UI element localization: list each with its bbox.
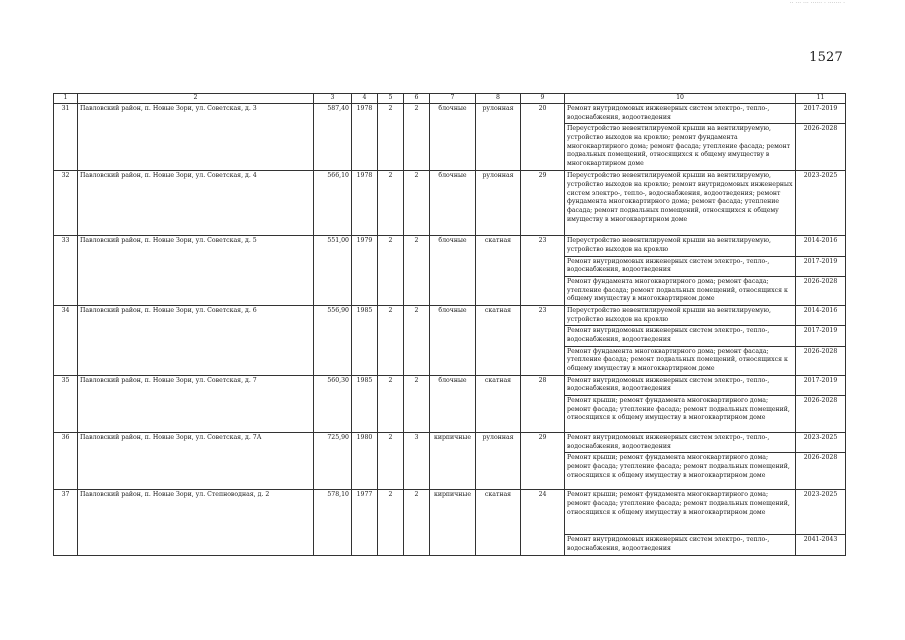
column-number: 2 xyxy=(78,94,314,104)
roof-type-cell: рулонная xyxy=(476,171,521,236)
entrances-cell: 2 xyxy=(404,104,430,171)
column-number: 5 xyxy=(378,94,404,104)
work-description: Переустройство невентилируемой крыши на вентилируемую, устройство выходов на кровлю; ремонт внутридомовых инженерных систем электро-, тепло-, водоснабжения, водоотведения; ремонт фундамента многоквартирного дома; ремонт фасада; утепление фасада; ремонт подвальных помещений, относящихся к общему имуществу в многоквартирном доме xyxy=(565,171,796,236)
work-period: 2026-2028 xyxy=(796,396,846,433)
wear-cell: 20 xyxy=(521,104,565,171)
floors-cell: 2 xyxy=(378,104,404,171)
entrances-cell: 2 xyxy=(404,236,430,306)
wear-cell: 29 xyxy=(521,433,565,490)
floors-cell: 2 xyxy=(378,433,404,490)
column-number: 8 xyxy=(476,94,521,104)
year-cell: 1978 xyxy=(352,104,378,171)
area-cell: 556,90 xyxy=(314,306,352,376)
address-cell: Павловский район, п. Новые Зори, ул. Советская, д. 7А xyxy=(78,433,314,490)
work-period: 2026-2028 xyxy=(796,453,846,490)
entrances-cell: 2 xyxy=(404,306,430,376)
year-cell: 1979 xyxy=(352,236,378,306)
column-number: 4 xyxy=(352,94,378,104)
table-row xyxy=(54,433,846,453)
area-cell: 551,00 xyxy=(314,236,352,306)
table-row xyxy=(54,236,846,256)
address-cell: Павловский район, п. Новые Зори, ул. Советская, д. 6 xyxy=(78,306,314,376)
work-period: 2023-2025 xyxy=(796,171,846,236)
wear-cell: 23 xyxy=(521,306,565,376)
floors-cell: 2 xyxy=(378,171,404,236)
roof-type-cell: скатная xyxy=(476,375,521,432)
year-cell: 1980 xyxy=(352,433,378,490)
wall-material-cell: блочные xyxy=(430,104,476,171)
work-description: Ремонт внутридомовых инженерных систем электро-, тепло-, водоснабжения, водоотведения xyxy=(565,433,796,453)
roof-type-cell: рулонная xyxy=(476,104,521,171)
table-row xyxy=(54,104,846,124)
area-cell: 725,90 xyxy=(314,433,352,490)
work-period: 2017-2019 xyxy=(796,104,846,124)
work-period: 2023-2025 xyxy=(796,433,846,453)
work-description: Ремонт фундамента многоквартирного дома; ремонт фасада; утепление фасада; ремонт подвальных помещений, относящихся к общему имуществу в многоквартирном доме xyxy=(565,346,796,375)
wall-material-cell: блочные xyxy=(430,375,476,432)
roof-type-cell: скатная xyxy=(476,490,521,555)
row-number: 32 xyxy=(54,171,78,236)
roof-type-cell: рулонная xyxy=(476,433,521,490)
work-description: Ремонт внутридомовых инженерных систем электро-, тепло-, водоснабжения, водоотведения xyxy=(565,326,796,346)
table-row xyxy=(54,171,846,236)
work-description: Ремонт внутридомовых инженерных систем электро-, тепло-, водоснабжения, водоотведения xyxy=(565,375,796,395)
work-period: 2026-2028 xyxy=(796,346,846,375)
address-cell: Павловский район, п. Новые Зори, ул. Советская, д. 7 xyxy=(78,375,314,432)
table-row xyxy=(54,490,846,535)
year-cell: 1985 xyxy=(352,306,378,376)
entrances-cell: 2 xyxy=(404,171,430,236)
work-description: Ремонт крыши; ремонт фундамента многоквартирного дома; ремонт фасада; утепление фасада; ремонт подвальных помещений, относящихся к общему имуществу в многоквартирном доме xyxy=(565,453,796,490)
column-number: 7 xyxy=(430,94,476,104)
page-number: 1527 xyxy=(809,50,843,65)
table-row xyxy=(54,375,846,395)
address-cell: Павловский район, п. Новые Зори, ул. Советская, д. 3 xyxy=(78,104,314,171)
wear-cell: 23 xyxy=(521,236,565,306)
work-description: Ремонт крыши; ремонт фундамента многоквартирного дома; ремонт фасада; утепление фасада; ремонт подвальных помещений, относящихся к общему имуществу в многоквартирном доме xyxy=(565,490,796,535)
work-description: Переустройство невентилируемой крыши на вентилируемую, устройство выходов на кровлю xyxy=(565,236,796,256)
wall-material-cell: блочные xyxy=(430,171,476,236)
area-cell: 560,30 xyxy=(314,375,352,432)
column-number: 3 xyxy=(314,94,352,104)
year-cell: 1985 xyxy=(352,375,378,432)
roof-type-cell: скатная xyxy=(476,306,521,376)
work-description: Ремонт крыши; ремонт фундамента многоквартирного дома; ремонт фасада; утепление фасада; ремонт подвальных помещений, относящихся к общему имуществу в многоквартирном доме xyxy=(565,396,796,433)
work-description: Переустройство невентилируемой крыши на вентилируемую, устройство выходов на кровлю; ремонт фундамента многоквартирного дома; ремонт фасада; утепление фасада; ремонт подвальных помещений, относящихся к общему имуществу в многоквартирном доме xyxy=(565,124,796,171)
column-number: 1 xyxy=(54,94,78,104)
address-cell: Павловский район, п. Новые Зори, ул. Советская, д. 5 xyxy=(78,236,314,306)
wear-cell: 24 xyxy=(521,490,565,555)
work-period: 2026-2028 xyxy=(796,124,846,171)
work-period: 2026-2028 xyxy=(796,277,846,306)
floors-cell: 2 xyxy=(378,306,404,376)
work-description: Ремонт внутридомовых инженерных систем электро-, тепло-, водоснабжения, водоотведения xyxy=(565,256,796,276)
roof-type-cell: скатная xyxy=(476,236,521,306)
column-number: 11 xyxy=(796,94,846,104)
work-period: 2017-2019 xyxy=(796,375,846,395)
work-description: Ремонт внутридомовых инженерных систем электро-, тепло-, водоснабжения, водоотведения xyxy=(565,535,796,555)
year-cell: 1978 xyxy=(352,171,378,236)
housing-repair-table xyxy=(53,93,846,556)
scan-header-marks: ·· ··· ··· ······ · ······· · xyxy=(789,0,845,7)
wall-material-cell: кирпичные xyxy=(430,490,476,555)
work-period: 2014-2016 xyxy=(796,236,846,256)
wall-material-cell: блочные xyxy=(430,236,476,306)
entrances-cell: 3 xyxy=(404,433,430,490)
wear-cell: 29 xyxy=(521,171,565,236)
row-number: 33 xyxy=(54,236,78,306)
floors-cell: 2 xyxy=(378,236,404,306)
work-description: Ремонт фундамента многоквартирного дома; ремонт фасада; утепление фасада; ремонт подвальных помещений, относящихся к общему имуществу в многоквартирном доме xyxy=(565,277,796,306)
floors-cell: 2 xyxy=(378,375,404,432)
area-cell: 587,40 xyxy=(314,104,352,171)
row-number: 37 xyxy=(54,490,78,555)
row-number: 35 xyxy=(54,375,78,432)
column-number: 10 xyxy=(565,94,796,104)
work-period: 2017-2019 xyxy=(796,326,846,346)
work-description: Переустройство невентилируемой крыши на вентилируемую, устройство выходов на кровлю xyxy=(565,306,796,326)
address-cell: Павловский район, п. Новые Зори, ул. Степноводная, д. 2 xyxy=(78,490,314,555)
row-number: 36 xyxy=(54,433,78,490)
row-number: 31 xyxy=(54,104,78,171)
entrances-cell: 2 xyxy=(404,490,430,555)
wall-material-cell: кирпичные xyxy=(430,433,476,490)
entrances-cell: 2 xyxy=(404,375,430,432)
year-cell: 1977 xyxy=(352,490,378,555)
column-number: 9 xyxy=(521,94,565,104)
column-number: 6 xyxy=(404,94,430,104)
area-cell: 578,10 xyxy=(314,490,352,555)
wear-cell: 28 xyxy=(521,375,565,432)
work-period: 2017-2019 xyxy=(796,256,846,276)
floors-cell: 2 xyxy=(378,490,404,555)
work-period: 2041-2043 xyxy=(796,535,846,555)
column-number-row xyxy=(54,94,846,104)
area-cell: 566,10 xyxy=(314,171,352,236)
work-period: 2014-2016 xyxy=(796,306,846,326)
wall-material-cell: блочные xyxy=(430,306,476,376)
work-period: 2023-2025 xyxy=(796,490,846,535)
work-description: Ремонт внутридомовых инженерных систем электро-, тепло-, водоснабжения, водоотведения xyxy=(565,104,796,124)
table-row xyxy=(54,306,846,326)
address-cell: Павловский район, п. Новые Зори, ул. Советская, д. 4 xyxy=(78,171,314,236)
row-number: 34 xyxy=(54,306,78,376)
